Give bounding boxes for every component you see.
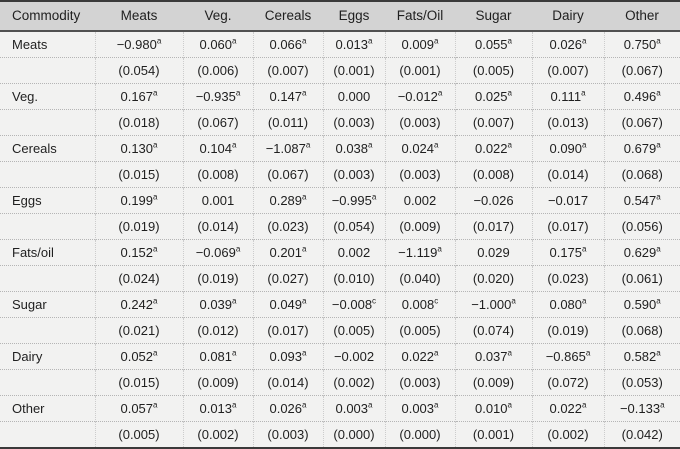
coefficient-cell: 0.090$^a$ xyxy=(532,136,604,162)
coefficient-cell: −0.017 xyxy=(532,188,604,214)
significance-superscript: a xyxy=(232,296,237,306)
coefficient-cell: −0.012$^a$ xyxy=(385,84,455,110)
significance-superscript: a xyxy=(156,36,162,46)
row-label-empty xyxy=(0,214,95,240)
coefficient-cell: 0.111$^a$ xyxy=(532,84,604,110)
standard-error-cell: (0.019) xyxy=(532,318,604,344)
standard-error-row-sugar xyxy=(0,318,680,344)
significance-superscript: a xyxy=(434,348,439,358)
significance-superscript: a xyxy=(302,192,307,202)
row-label-sugar: Sugar xyxy=(0,292,95,318)
row-label-empty xyxy=(0,266,95,292)
significance-superscript: a xyxy=(582,244,587,254)
coefficient-cell: 0.104$^a$ xyxy=(183,136,253,162)
coefficient-cell: −0.980$^a$ xyxy=(95,31,183,58)
standard-error-cell: (0.008) xyxy=(183,162,253,188)
significance-superscript: a xyxy=(153,400,158,410)
standard-error-cell: (0.054) xyxy=(323,214,385,240)
column-header-fats-oil: Fats/Oil xyxy=(385,1,455,31)
coefficient-cell: 0.750$^a$ xyxy=(604,31,680,58)
standard-error-cell: (0.042) xyxy=(604,422,680,449)
row-label-empty xyxy=(0,422,95,449)
row-label-empty xyxy=(0,318,95,344)
significance-superscript: c xyxy=(372,296,377,306)
standard-error-cell: (0.014) xyxy=(253,370,323,396)
significance-superscript: a xyxy=(656,88,661,98)
row-label-empty xyxy=(0,110,95,136)
standard-error-cell: (0.006) xyxy=(183,58,253,84)
standard-error-cell: (0.005) xyxy=(95,422,183,449)
coefficient-cell: 0.049$^a$ xyxy=(253,292,323,318)
standard-error-cell: (0.002) xyxy=(323,370,385,396)
significance-superscript: a xyxy=(507,348,513,358)
significance-superscript: a xyxy=(368,400,373,410)
row-label-eggs: Eggs xyxy=(0,188,95,214)
coefficient-cell: 0.057$^a$ xyxy=(95,396,183,422)
standard-error-row-dairy xyxy=(0,370,680,396)
standard-error-cell: (0.019) xyxy=(95,214,183,240)
coefficient-cell: 0.199$^a$ xyxy=(95,188,183,214)
standard-error-row-other xyxy=(0,422,680,449)
coefficient-row-veg xyxy=(0,84,680,110)
coefficient-cell: −0.865$^a$ xyxy=(532,344,604,370)
row-label-meats: Meats xyxy=(0,31,95,58)
significance-superscript: a xyxy=(232,348,237,358)
coefficient-cell: 0.010$^a$ xyxy=(455,396,532,422)
coefficient-cell: 0.629$^a$ xyxy=(604,240,680,266)
significance-superscript: a xyxy=(507,88,513,98)
column-header-other: Other xyxy=(604,1,680,31)
standard-error-cell: (0.007) xyxy=(455,110,532,136)
significance-superscript: a xyxy=(302,36,307,46)
significance-superscript: a xyxy=(302,348,307,358)
significance-superscript: c xyxy=(434,296,439,306)
coefficient-cell: 0.000 xyxy=(323,84,385,110)
standard-error-cell: (0.061) xyxy=(604,266,680,292)
standard-error-cell: (0.056) xyxy=(604,214,680,240)
coefficient-cell: 0.002 xyxy=(385,188,455,214)
significance-superscript: a xyxy=(232,36,237,46)
significance-superscript: a xyxy=(656,192,661,202)
significance-superscript: a xyxy=(507,36,513,46)
coefficient-cell: 0.060$^a$ xyxy=(183,31,253,58)
row-label-empty xyxy=(0,162,95,188)
coefficient-cell: 0.547$^a$ xyxy=(604,188,680,214)
standard-error-cell: (0.010) xyxy=(323,266,385,292)
significance-superscript: a xyxy=(507,140,513,150)
significance-superscript: a xyxy=(434,36,439,46)
coefficient-row-other xyxy=(0,396,680,422)
significance-superscript: a xyxy=(585,348,591,358)
significance-superscript: a xyxy=(302,88,307,98)
header-row xyxy=(0,1,680,31)
coefficient-cell: 0.024$^a$ xyxy=(385,136,455,162)
column-header-sugar: Sugar xyxy=(455,1,532,31)
standard-error-cell: (0.000) xyxy=(323,422,385,449)
significance-superscript: a xyxy=(232,140,237,150)
coefficient-cell: 0.038$^a$ xyxy=(323,136,385,162)
coefficient-row-cereals xyxy=(0,136,680,162)
coefficient-cell: 0.066$^a$ xyxy=(253,31,323,58)
standard-error-cell: (0.018) xyxy=(95,110,183,136)
standard-error-cell: (0.067) xyxy=(253,162,323,188)
significance-superscript: a xyxy=(437,88,443,98)
coefficient-cell: 0.026$^a$ xyxy=(532,31,604,58)
standard-error-cell: (0.072) xyxy=(532,370,604,396)
table-body xyxy=(0,31,680,448)
row-label-dairy: Dairy xyxy=(0,344,95,370)
coefficient-cell: −0.069$^a$ xyxy=(183,240,253,266)
standard-error-cell: (0.009) xyxy=(385,214,455,240)
standard-error-cell: (0.019) xyxy=(183,266,253,292)
standard-error-cell: (0.005) xyxy=(455,58,532,84)
coefficient-cell: 0.055$^a$ xyxy=(455,31,532,58)
coefficient-cell: 0.022$^a$ xyxy=(455,136,532,162)
significance-superscript: a xyxy=(235,88,241,98)
coefficient-cell: −0.935$^a$ xyxy=(183,84,253,110)
standard-error-cell: (0.001) xyxy=(323,58,385,84)
standard-error-cell: (0.011) xyxy=(253,110,323,136)
coefficient-cell: 0.080$^a$ xyxy=(532,292,604,318)
row-label-cereals: Cereals xyxy=(0,136,95,162)
standard-error-cell: (0.040) xyxy=(385,266,455,292)
standard-error-cell: (0.003) xyxy=(323,110,385,136)
significance-superscript: a xyxy=(302,400,307,410)
significance-superscript: a xyxy=(434,400,439,410)
significance-superscript: a xyxy=(660,400,665,410)
significance-superscript: a xyxy=(302,244,307,254)
coefficient-cell: 0.013$^a$ xyxy=(183,396,253,422)
significance-superscript: a xyxy=(153,140,158,150)
standard-error-cell: (0.023) xyxy=(253,214,323,240)
coefficient-cell: 0.289$^a$ xyxy=(253,188,323,214)
significance-superscript: a xyxy=(656,244,661,254)
significance-superscript: a xyxy=(302,296,307,306)
coefficient-cell: −0.026 xyxy=(455,188,532,214)
coefficient-cell: 0.039$^a$ xyxy=(183,292,253,318)
standard-error-cell: (0.003) xyxy=(323,162,385,188)
standard-error-cell: (0.008) xyxy=(455,162,532,188)
coefficient-cell: 0.147$^a$ xyxy=(253,84,323,110)
significance-superscript: a xyxy=(235,244,241,254)
significance-superscript: a xyxy=(656,36,661,46)
coefficient-cell: 0.002 xyxy=(323,240,385,266)
standard-error-cell: (0.067) xyxy=(183,110,253,136)
standard-error-cell: (0.002) xyxy=(532,422,604,449)
significance-superscript: a xyxy=(511,296,516,306)
coefficient-cell: 0.175$^a$ xyxy=(532,240,604,266)
significance-superscript: a xyxy=(581,88,586,98)
standard-error-cell: (0.005) xyxy=(385,318,455,344)
column-header-veg: Veg. xyxy=(183,1,253,31)
column-header-commodity: Commodity xyxy=(0,1,95,31)
coefficient-row-sugar xyxy=(0,292,680,318)
coefficient-cell: 0.496$^a$ xyxy=(604,84,680,110)
column-header-cereals: Cereals xyxy=(253,1,323,31)
row-label-other: Other xyxy=(0,396,95,422)
standard-error-cell: (0.027) xyxy=(253,266,323,292)
coefficient-cell: 0.022$^a$ xyxy=(532,396,604,422)
standard-error-row-eggs xyxy=(0,214,680,240)
significance-superscript: a xyxy=(437,244,442,254)
significance-superscript: a xyxy=(582,296,587,306)
standard-error-cell: (0.015) xyxy=(95,162,183,188)
significance-superscript: a xyxy=(153,348,158,358)
standard-error-cell: (0.014) xyxy=(183,214,253,240)
standard-error-cell: (0.003) xyxy=(385,162,455,188)
coefficient-row-dairy xyxy=(0,344,680,370)
significance-superscript: a xyxy=(656,348,661,358)
significance-superscript: a xyxy=(582,36,587,46)
significance-superscript: a xyxy=(371,192,377,202)
coefficient-cell: 0.582$^a$ xyxy=(604,344,680,370)
row-label-empty xyxy=(0,370,95,396)
standard-error-cell: (0.007) xyxy=(253,58,323,84)
coefficient-cell: 0.152$^a$ xyxy=(95,240,183,266)
coefficient-cell: 0.201$^a$ xyxy=(253,240,323,266)
significance-superscript: a xyxy=(434,140,439,150)
coefficient-cell: 0.029 xyxy=(455,240,532,266)
column-header-eggs: Eggs xyxy=(323,1,385,31)
significance-superscript: a xyxy=(656,140,661,150)
coefficient-cell: 0.003$^a$ xyxy=(385,396,455,422)
coefficient-cell: 0.025$^a$ xyxy=(455,84,532,110)
standard-error-cell: (0.014) xyxy=(532,162,604,188)
standard-error-cell: (0.003) xyxy=(385,370,455,396)
standard-error-cell: (0.001) xyxy=(455,422,532,449)
significance-superscript: a xyxy=(368,140,373,150)
coefficient-cell: 0.679$^a$ xyxy=(604,136,680,162)
coefficient-cell: 0.026$^a$ xyxy=(253,396,323,422)
standard-error-cell: (0.015) xyxy=(95,370,183,396)
coefficient-cell: 0.590$^a$ xyxy=(604,292,680,318)
row-label-fats-oil: Fats/oil xyxy=(0,240,95,266)
standard-error-cell: (0.002) xyxy=(183,422,253,449)
significance-superscript: a xyxy=(153,192,158,202)
significance-superscript: a xyxy=(656,296,661,306)
standard-error-cell: (0.054) xyxy=(95,58,183,84)
row-label-empty xyxy=(0,58,95,84)
standard-error-cell: (0.023) xyxy=(532,266,604,292)
standard-error-cell: (0.009) xyxy=(455,370,532,396)
standard-error-cell: (0.012) xyxy=(183,318,253,344)
significance-superscript: a xyxy=(153,244,158,254)
coefficient-cell: 0.001 xyxy=(183,188,253,214)
standard-error-cell: (0.005) xyxy=(323,318,385,344)
significance-superscript: a xyxy=(153,88,158,98)
standard-error-cell: (0.067) xyxy=(604,58,680,84)
coefficient-cell: 0.003$^a$ xyxy=(323,396,385,422)
coefficient-cell: 0.009$^a$ xyxy=(385,31,455,58)
coefficient-cell: 0.052$^a$ xyxy=(95,344,183,370)
significance-superscript: a xyxy=(582,140,587,150)
standard-error-row-meats xyxy=(0,58,680,84)
coefficient-cell: 0.130$^a$ xyxy=(95,136,183,162)
significance-superscript: a xyxy=(232,400,237,410)
standard-error-cell: (0.024) xyxy=(95,266,183,292)
standard-error-cell: (0.068) xyxy=(604,162,680,188)
coefficient-cell: 0.022$^a$ xyxy=(385,344,455,370)
standard-error-cell: (0.068) xyxy=(604,318,680,344)
significance-superscript: a xyxy=(582,400,587,410)
coefficient-row-eggs xyxy=(0,188,680,214)
coefficient-cell: −0.995$^a$ xyxy=(323,188,385,214)
standard-error-cell: (0.020) xyxy=(455,266,532,292)
coefficient-cell: 0.081$^a$ xyxy=(183,344,253,370)
significance-superscript: a xyxy=(507,400,513,410)
standard-error-cell: (0.003) xyxy=(385,110,455,136)
standard-error-cell: (0.017) xyxy=(253,318,323,344)
row-label-veg: Veg. xyxy=(0,84,95,110)
significance-superscript: a xyxy=(305,140,311,150)
standard-error-cell: (0.053) xyxy=(604,370,680,396)
coefficient-cell: 0.037$^a$ xyxy=(455,344,532,370)
column-header-meats: Meats xyxy=(95,1,183,31)
coefficient-cell: −0.008$^c$ xyxy=(323,292,385,318)
standard-error-cell: (0.017) xyxy=(455,214,532,240)
standard-error-cell: (0.000) xyxy=(385,422,455,449)
standard-error-row-cereals xyxy=(0,162,680,188)
coefficient-cell: 0.008$^c$ xyxy=(385,292,455,318)
standard-error-row-fats-oil xyxy=(0,266,680,292)
coefficient-cell: 0.242$^a$ xyxy=(95,292,183,318)
standard-error-cell: (0.003) xyxy=(253,422,323,449)
coefficient-cell: −1.087$^a$ xyxy=(253,136,323,162)
standard-error-cell: (0.067) xyxy=(604,110,680,136)
column-header-dairy: Dairy xyxy=(532,1,604,31)
coefficient-cell: 0.013$^a$ xyxy=(323,31,385,58)
coefficient-row-fats-oil xyxy=(0,240,680,266)
standard-error-cell: (0.021) xyxy=(95,318,183,344)
coefficient-cell: −1.000$^a$ xyxy=(455,292,532,318)
standard-error-cell: (0.013) xyxy=(532,110,604,136)
table-header-row xyxy=(0,1,680,31)
coefficient-row-meats xyxy=(0,31,680,58)
coefficient-cell: −0.002 xyxy=(323,344,385,370)
coefficient-cell: 0.167$^a$ xyxy=(95,84,183,110)
significance-superscript: a xyxy=(368,36,373,46)
standard-error-cell: (0.007) xyxy=(532,58,604,84)
standard-error-cell: (0.074) xyxy=(455,318,532,344)
significance-superscript: a xyxy=(153,296,158,306)
coefficient-cell: 0.093$^a$ xyxy=(253,344,323,370)
standard-error-row-veg xyxy=(0,110,680,136)
standard-error-cell: (0.017) xyxy=(532,214,604,240)
standard-error-cell: (0.001) xyxy=(385,58,455,84)
coefficient-cell: −1.119$^a$ xyxy=(385,240,455,266)
coefficient-cell: −0.133$^a$ xyxy=(604,396,680,422)
standard-error-cell: (0.009) xyxy=(183,370,253,396)
